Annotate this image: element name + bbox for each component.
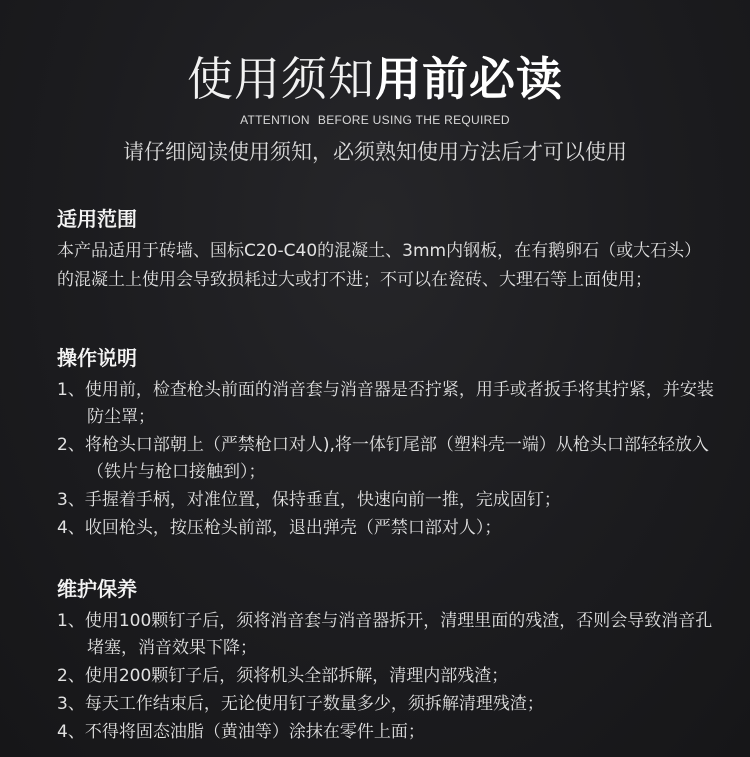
operation-section	[57, 342, 717, 543]
english-subtitle	[0, 113, 750, 127]
title-bold-part: 用前必读	[375, 52, 563, 106]
scope-heading: 适用范围	[57, 207, 137, 231]
maintenance-list	[57, 608, 717, 746]
scope-text: 本产品适用于砖墙、国标C20-C40的混凝土、3mm内钢板，在有鹅卵石（或大石头）的混凝土上使用会导致损耗过大或打不进；不可以在瓷砖、大理石等上面使用；	[57, 241, 702, 290]
maintenance-item-2: 2、使用200颗钉子后，须将机头全部拆解，清理内部残渣；	[57, 666, 509, 686]
operation-item-2: 2、将枪头口部朝上（严禁枪口对人),将一体钉尾部（塑料壳一端）从枪头口部轻轻放入（铁片与枪口接触到）；	[57, 435, 709, 482]
chinese-subtitle: 请仔细阅读使用须知，必须熟知使用方法后才可以使用	[123, 140, 627, 164]
operation-item-3: 3、手握着手柄，对准位置，保持垂直，快速向前一推，完成固钉；	[57, 490, 561, 510]
operation-list	[57, 377, 717, 542]
maintenance-item-1: 1、使用100颗钉子后，须将消音套与消音器拆开，清理里面的残渣，否则会导致消音孔堵塞，消音效果下降；	[57, 611, 713, 658]
operation-item-1: 1、使用前，检查枪头前面的消音套与消音器是否拧紧，用手或者扳手将其拧紧，并安装防尘罩；	[57, 380, 714, 427]
operation-heading: 操作说明	[57, 346, 137, 370]
maintenance-section	[57, 573, 717, 747]
operation-item-4: 4、收回枪头，按压枪头前部，退出弹壳（严禁口部对人）；	[57, 518, 502, 538]
english-subtitle-part-1: ATTENTION	[240, 113, 310, 127]
maintenance-item-4: 4、不得将固态油脂（黄油等）涂抹在零件上面；	[57, 722, 425, 742]
maintenance-item-3: 3、每天工作结束后，无论使用钉子数量多少，须拆解清理残渣；	[57, 694, 544, 714]
maintenance-heading: 维护保养	[57, 577, 137, 601]
english-subtitle-part-2: BEFORE USING THE REQUIRED	[317, 113, 510, 127]
page-title	[0, 50, 750, 108]
scope-section	[57, 203, 717, 295]
title-light-part: 使用须知	[187, 52, 375, 106]
